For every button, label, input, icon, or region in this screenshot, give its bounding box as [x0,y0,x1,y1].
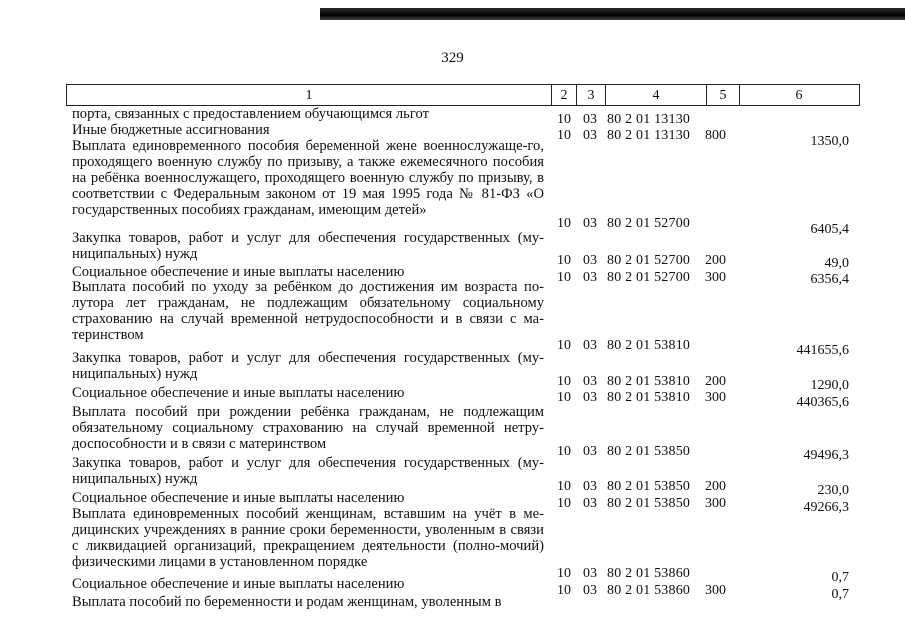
row-target-code: 80 2 01 53810 [607,374,691,389]
row-target-code: 80 2 01 53860 [607,583,691,598]
row-subsection: 03 [583,479,597,494]
row-description: Закупка товаров, работ и услуг для обеспечения государственных (му-ниципальных) нужд [72,350,544,382]
row-description: Выплата единовременного пособия беременной жене военнослужаще-го, проходящего военную службу по призыву, а также ежемесячного пособия на ребёнка военнослужащего, проходящего военную службу по призыву, в соответствии с Федеральным законом от 19 мая 1995 года № 81-ФЗ «О государственных пособиях гражданам, имеющим детей» [72,138,544,218]
row-description: порта, связанных с предоставлением обучающимся льгот [72,106,429,122]
row-description: Выплата пособий по беременности и родам женщинам, уволенным в [72,594,502,610]
row-section: 10 [557,444,571,459]
row-section: 10 [557,479,571,494]
row-target-code: 80 2 01 53850 [607,479,691,494]
row-description: Социальное обеспечение и иные выплаты населению [72,264,405,280]
row-expense-type: 300 [705,583,726,598]
row-expense-type: 200 [705,253,726,268]
row-target-code: 80 2 01 53810 [607,338,691,353]
header-col-1: 1 [305,88,313,103]
row-section: 10 [557,253,571,268]
row-amount: 49266,3 [803,500,849,515]
row-target-code: 80 2 01 52700 [607,253,691,268]
row-amount: 49,0 [824,256,849,271]
row-target-code: 80 2 01 52700 [607,270,691,285]
row-amount: 6405,4 [810,222,849,237]
row-subsection: 03 [583,112,597,127]
row-target-code: 80 2 01 13130 [607,128,691,143]
row-subsection: 03 [583,216,597,231]
row-amount: 440365,6 [796,395,849,410]
row-subsection: 03 [583,270,597,285]
row-subsection: 03 [583,390,597,405]
row-amount: 0,7 [831,570,849,585]
row-description: Социальное обеспечение и иные выплаты населению [72,576,405,592]
row-section: 10 [557,128,571,143]
header-col-6: 6 [795,88,803,103]
row-section: 10 [557,583,571,598]
row-description: Закупка товаров, работ и услуг для обеспечения государственных (му-ниципальных) нужд [72,230,544,262]
header-col-3: 3 [587,88,595,103]
row-amount: 6356,4 [810,272,849,287]
row-subsection: 03 [583,253,597,268]
row-description: Иные бюджетные ассигнования [72,122,270,138]
row-target-code: 80 2 01 53850 [607,444,691,459]
row-subsection: 03 [583,338,597,353]
row-section: 10 [557,496,571,511]
scan-edge-shadow [320,8,905,20]
row-subsection: 03 [583,374,597,389]
row-expense-type: 200 [705,479,726,494]
row-target-code: 80 2 01 53860 [607,566,691,581]
row-section: 10 [557,374,571,389]
row-expense-type: 200 [705,374,726,389]
row-description: Выплата пособий по уходу за ребёнком до достижения им возраста по-лутора лет гражданам, не подлежащим обязательному социальному страхованию на случай временной нетрудоспособности и в связи с ма-теринством [72,279,544,343]
row-expense-type: 300 [705,390,726,405]
row-description: Социальное обеспечение и иные выплаты населению [72,490,405,506]
row-amount: 1290,0 [810,378,849,393]
row-section: 10 [557,112,571,127]
row-amount: 441655,6 [796,343,849,358]
row-subsection: 03 [583,496,597,511]
row-section: 10 [557,390,571,405]
row-section: 10 [557,216,571,231]
row-target-code: 80 2 01 53810 [607,390,691,405]
row-target-code: 80 2 01 53850 [607,496,691,511]
row-description: Закупка товаров, работ и услуг для обеспечения государственных (му-ниципальных) нужд [72,455,544,487]
row-description: Социальное обеспечение и иные выплаты населению [72,385,405,401]
row-target-code: 80 2 01 52700 [607,216,691,231]
row-subsection: 03 [583,128,597,143]
row-amount: 1350,0 [810,134,849,149]
row-subsection: 03 [583,583,597,598]
row-subsection: 03 [583,444,597,459]
header-col-2: 2 [560,88,568,103]
row-expense-type: 800 [705,128,726,143]
header-col-4: 4 [652,88,660,103]
row-section: 10 [557,270,571,285]
row-subsection: 03 [583,566,597,581]
row-section: 10 [557,566,571,581]
row-amount: 0,7 [831,587,849,602]
row-section: 10 [557,338,571,353]
row-amount: 230,0 [817,483,849,498]
row-target-code: 80 2 01 13130 [607,112,691,127]
row-amount: 49496,3 [803,448,849,463]
table-header [66,84,860,106]
row-description: Выплата пособий при рождении ребёнка гражданам, не подлежащим обязательному социальному страхованию на случай временной нетру-доспособности и в связи с материнством [72,404,544,452]
header-col-5: 5 [719,88,727,103]
page-number: 329 [441,50,464,66]
row-expense-type: 300 [705,270,726,285]
row-expense-type: 300 [705,496,726,511]
row-description: Выплата единовременных пособий женщинам, вставшим на учёт в ме-дицинских учреждениях в ранние сроки беременности, уволенным в связи с ликвидацией организаций, прекращением деятельности (полно-мочий) физическими лицами в установленном порядке [72,506,544,570]
